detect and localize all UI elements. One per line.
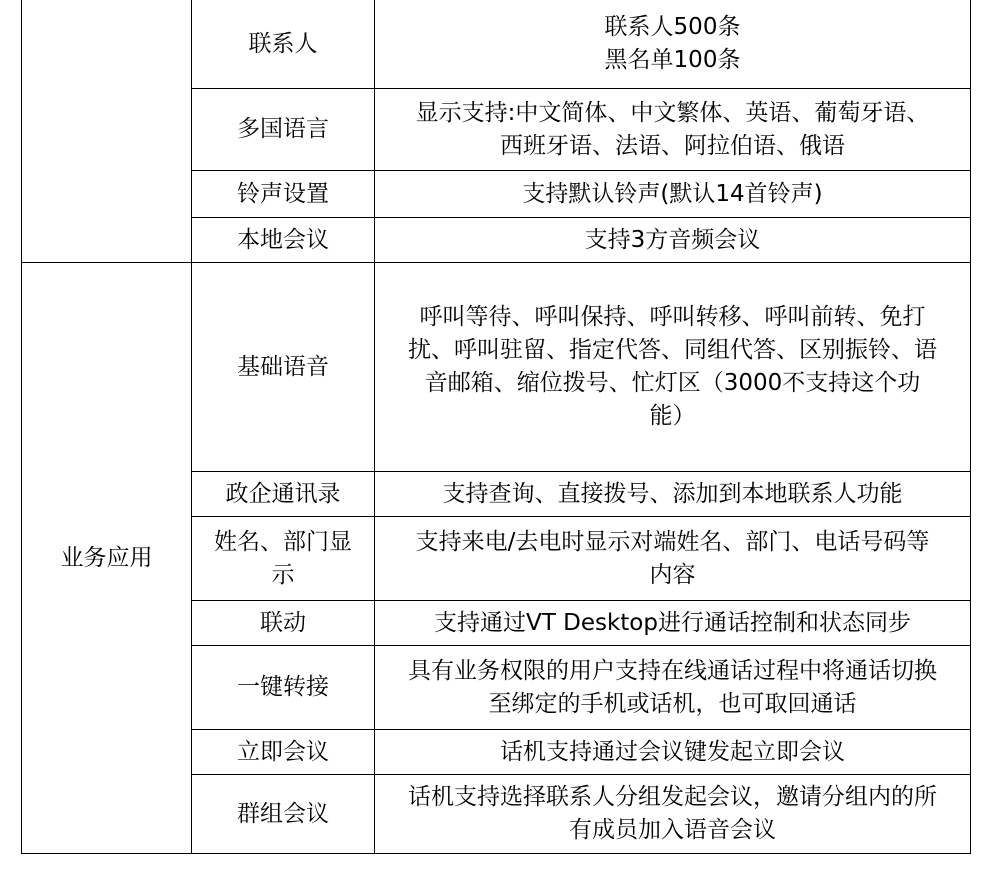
feature-cell: 基础语音: [192, 263, 375, 472]
feature-cell: 本地会议: [192, 218, 375, 263]
description-line: 黑名单100条: [604, 47, 741, 73]
feature-cell: 一键转接: [192, 646, 375, 730]
table-row: [22, 263, 971, 472]
feature-cell: [192, 517, 375, 601]
table-row: [22, 0, 971, 89]
description-line: 有成员加入语音会议: [569, 817, 776, 843]
description-line: 显示支持:中文简体、中文繁体、英语、葡萄牙语、: [415, 99, 930, 126]
description-cell: [375, 472, 971, 517]
description-line: 至绑定的手机或话机，也可取回通话: [488, 690, 857, 717]
feature-cell: 政企通讯录: [192, 472, 375, 517]
feature-line: 示: [271, 561, 295, 588]
description-cell: [375, 730, 971, 775]
feature-cell: 立即会议: [192, 730, 375, 775]
feature-cell: 铃声设置: [192, 171, 375, 218]
description-cell: [375, 171, 971, 218]
description-line: 内容: [649, 561, 696, 588]
description-line: 联系人500条: [604, 14, 741, 40]
description-line: 西班牙语、法语、阿拉伯语、俄语: [500, 132, 845, 159]
description-cell: [375, 263, 971, 472]
description-cell: [375, 601, 971, 646]
description-line: 扰、呼叫驻留、指定代答、同组代答、区别振铃、语: [408, 337, 937, 363]
description-line: 话机支持通过会议键发起立即会议: [500, 738, 845, 765]
description-line: 呼叫等待、呼叫保持、呼叫转移、呼叫前转、免打: [419, 304, 926, 330]
description-cell: [375, 646, 971, 730]
feature-cell: 联动: [192, 601, 375, 646]
description-line: 支持通过VT Desktop进行通话控制和状态同步: [434, 609, 911, 636]
description-cell: [375, 0, 971, 89]
category-cell-empty: [22, 0, 192, 263]
feature-cell: 联系人: [192, 0, 375, 89]
description-cell: [375, 775, 971, 854]
description-cell: [375, 517, 971, 601]
description-line: 能）: [649, 403, 696, 429]
description-line: 支持默认铃声(默认14首铃声): [522, 180, 823, 207]
description-line: 音邮箱、缩位拨号、忙灯区（3000不支持这个功: [424, 370, 921, 396]
description-line: 话机支持选择联系人分组发起会议，邀请分组内的所: [408, 784, 937, 810]
feature-cell: 群组会议: [192, 775, 375, 854]
description-line: 支持3方音频会议: [584, 226, 761, 253]
category-cell: 业务应用: [22, 263, 192, 854]
description-cell: [375, 89, 971, 171]
description-line: 支持查询、直接拨号、添加到本地联系人功能: [442, 480, 903, 507]
spec-table: [21, 0, 971, 854]
feature-line: 姓名、部门显: [214, 528, 352, 555]
description-line: 支持来电/去电时显示对端姓名、部门、电话号码等: [415, 528, 930, 555]
feature-cell: 多国语言: [192, 89, 375, 171]
description-line: 具有业务权限的用户支持在线通话过程中将通话切换: [408, 657, 937, 684]
description-cell: [375, 218, 971, 263]
